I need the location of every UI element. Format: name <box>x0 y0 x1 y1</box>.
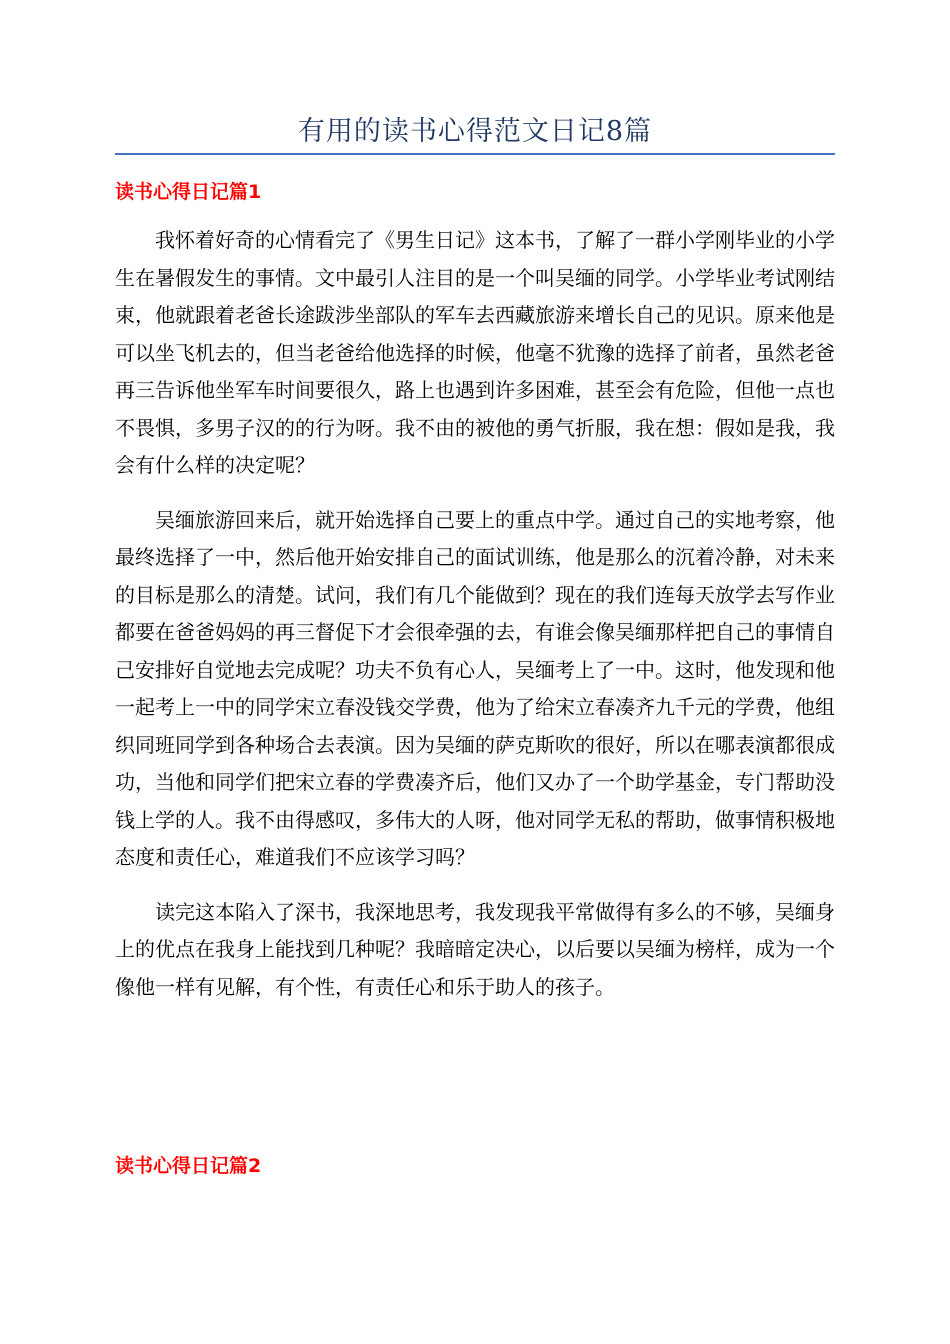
document-title: 有用的读书心得范文日记8篇 <box>297 116 653 147</box>
title-underline <box>115 153 835 155</box>
section-heading-2: 读书心得日记篇2 <box>115 1155 262 1177</box>
paragraph-2: 吴缅旅游回来后，就开始选择自己要上的重点中学。通过自己的实地考察，他最终选择了一中，然后他开始安排自己的面试训练，他是那么的沉着冷静，对未来的目标是那么的清楚。试问，我们有几个能做到？现在的我们连每天放学去写作业都要在爸爸妈妈的再三督促下才会很牵强的去，有谁会像吴缅那样把自己的事情自己安排好自觉地去完成呢？功夫不负有心人，吴缅考上了一中。这时，他发现和他一起考上一中的同学宋立春没钱交学费，他为了给宋立春凑齐九千元的学费，他组织同班同学到各种场合去表演。因为吴缅的萨克斯吹的很好，所以在哪表演都很成功，当他和同学们把宋立春的学费凑齐后，他们又办了一个助学基金，专门帮助没钱上学的人。我不由得感叹，多伟大的人呀，他对同学无私的帮助，做事情积极地态度和责任心，难道我们不应该学习吗？ <box>115 507 835 869</box>
section-heading-1: 读书心得日记篇1 <box>115 181 262 203</box>
section-1-body <box>115 222 835 1023</box>
paragraph-3: 读完这本陷入了深书，我深地思考，我发现我平常做得有多么的不够，吴缅身上的优点在我身上能找到几种呢？我暗暗定决心，以后要以吴缅为榜样，成为一个像他一样有见解，有个性，有责任心和乐于助人的孩子。 <box>115 899 835 999</box>
paragraph-1: 我怀着好奇的心情看完了《男生日记》这本书，了解了一群小学刚毕业的小学生在暑假发生的事情。文中最引人注目的是一个叫吴缅的同学。小学毕业考试刚结束，他就跟着老爸长途跋涉坐部队的军车去西藏旅游来增长自己的见识。原来他是可以坐飞机去的，但当老爸给他选择的时候，他毫不犹豫的选择了前者，虽然老爸再三告诉他坐军车时间要很久，路上也遇到许多困难，甚至会有危险，但他一点也不畏惧，多男子汉的的行为呀。我不由的被他的勇气折服，我在想：假如是我，我会有什么样的决定呢？ <box>115 228 835 477</box>
